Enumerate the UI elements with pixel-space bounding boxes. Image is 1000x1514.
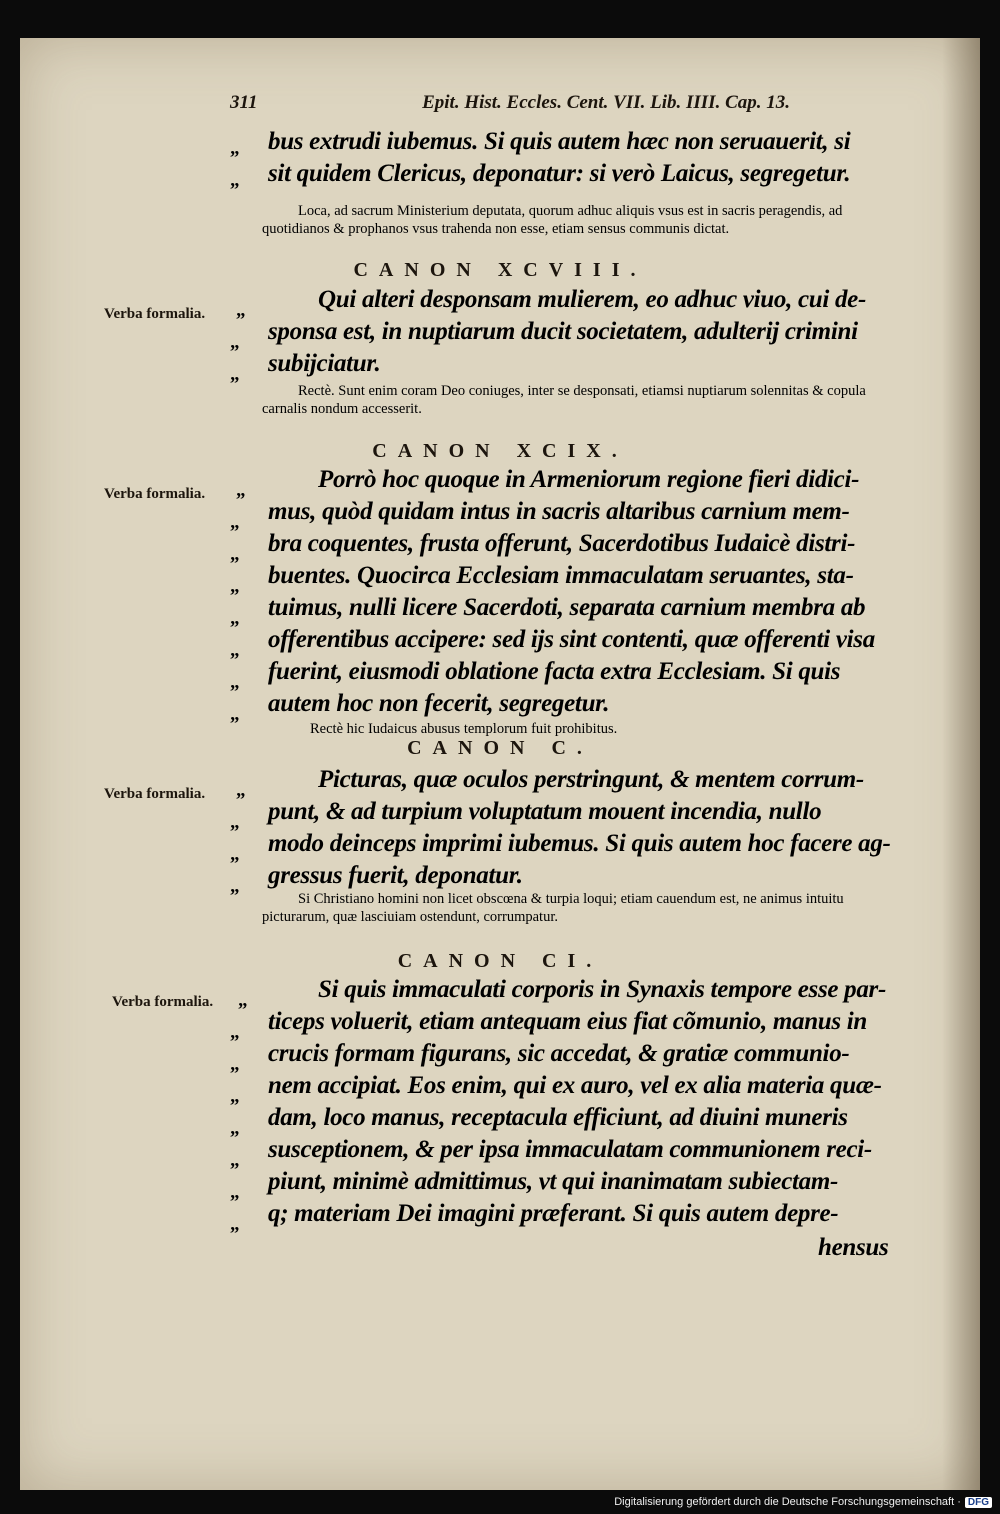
text-line: crucis formam figurans, sic accedat, & gratiæ communio- bbox=[268, 1040, 850, 1067]
quote-mark: „ bbox=[230, 364, 240, 385]
text-line: sponsa est, in nuptiarum ducit societatem, adulterij crimini bbox=[268, 318, 858, 345]
canon-heading: CANON XCIX. bbox=[372, 440, 628, 462]
text-line: piunt, minimè admittimus, vt qui inanimatam subiectam- bbox=[268, 1168, 839, 1195]
commentary-note: Loca, ad sacrum Ministerium deputata, quorum adhuc aliquis vsus est in sacris peragendis, ad quotidianos & prophanos vsus trahenda non esse, etiam sensus communis dictat. bbox=[262, 203, 843, 237]
text-line: bra coquentes, frusta offerunt, Sacerdotibus Iudaicè distri- bbox=[268, 530, 856, 557]
text-line: fuerint, eiusmodi oblatione facta extra Ecclesiam. Si quis bbox=[268, 658, 841, 685]
text-line: subijciatur. bbox=[268, 350, 381, 377]
quote-mark: „ bbox=[230, 1086, 240, 1107]
text-line: sit quidem Clericus, deponatur: si verò Laicus, segregetur. bbox=[268, 160, 851, 187]
quote-mark: „ bbox=[230, 512, 240, 533]
book-page bbox=[20, 38, 980, 1490]
canon-heading: CANON XCVIII. bbox=[353, 259, 647, 281]
quote-mark: „ bbox=[230, 576, 240, 597]
quote-mark: „ bbox=[230, 876, 240, 897]
quote-mark: „ bbox=[230, 1150, 240, 1171]
page-number: 311 bbox=[230, 92, 258, 113]
canon-heading: CANON C. bbox=[407, 737, 593, 759]
quote-mark: „ bbox=[230, 1054, 240, 1075]
quote-mark: „ bbox=[236, 300, 246, 321]
text-line: gressus fuerit, deponatur. bbox=[268, 862, 523, 889]
text-line: Porrò hoc quoque in Armeniorum regione fieri didici- bbox=[318, 466, 860, 493]
dfg-logo: DFG bbox=[965, 1497, 992, 1508]
quote-mark: „ bbox=[230, 332, 240, 353]
quote-mark: „ bbox=[236, 780, 246, 801]
quote-mark: „ bbox=[230, 170, 240, 191]
text-line: modo deinceps imprimi iubemus. Si quis autem hoc facere ag- bbox=[268, 830, 891, 857]
quote-mark: „ bbox=[230, 1118, 240, 1139]
commentary-note: Rectè. Sunt enim coram Deo coniuges, inter se desponsati, etiamsi nuptiarum solennitas & copula carnalis nondum accesserit. bbox=[262, 383, 866, 417]
quote-mark: „ bbox=[238, 990, 248, 1011]
text-line: bus extrudi iubemus. Si quis autem hæc non seruauerit, si bbox=[268, 128, 851, 155]
quote-mark: „ bbox=[230, 812, 240, 833]
margin-note: Verba formalia. bbox=[112, 994, 214, 1010]
quote-mark: „ bbox=[230, 640, 240, 661]
quote-mark: „ bbox=[230, 1182, 240, 1203]
canon-heading: CANON CI. bbox=[397, 950, 603, 972]
text-line: Qui alteri desponsam mulierem, eo adhuc viuo, cui de- bbox=[318, 286, 866, 313]
text-line: q; materiam Dei imagini præferant. Si quis autem depre- bbox=[268, 1200, 839, 1227]
running-title: Epit. Hist. Eccles. Cent. VII. Lib. IIII. Cap. 13. bbox=[422, 92, 790, 113]
text-line: tuimus, nulli licere Sacerdoti, separata carnium membra ab bbox=[268, 594, 866, 621]
margin-note: Verba formalia. bbox=[104, 486, 206, 502]
margin-note: Verba formalia. bbox=[104, 786, 206, 802]
text-line: nem accipiat. Eos enim, qui ex auro, vel ex alia materia quæ- bbox=[268, 1072, 882, 1099]
text-line: Si quis immaculati corporis in Synaxis tempore esse par- bbox=[318, 976, 886, 1003]
quote-mark: „ bbox=[230, 844, 240, 865]
text-line: dam, loco manus, receptacula efficiunt, ad diuini muneris bbox=[268, 1104, 848, 1131]
catchword: hensus bbox=[818, 1234, 889, 1261]
margin-note: Verba formalia. bbox=[104, 306, 206, 322]
text-line: autem hoc non fecerit, segregetur. bbox=[268, 690, 610, 717]
running-header bbox=[230, 92, 790, 114]
quote-mark: „ bbox=[236, 480, 246, 501]
quote-mark: „ bbox=[230, 544, 240, 565]
text-line: mus, quòd quidam intus in sacris altaribus carnium mem- bbox=[268, 498, 850, 525]
text-line: susceptionem, & per ipsa immaculatam communionem reci- bbox=[268, 1136, 872, 1163]
quote-mark: „ bbox=[230, 608, 240, 629]
text-line: Picturas, quæ oculos perstringunt, & mentem corrum- bbox=[318, 766, 864, 793]
footer-text: Digitalisierung gefördert durch die Deutsche Forschungsgemeinschaft · bbox=[614, 1496, 961, 1508]
funding-footer bbox=[614, 1496, 992, 1508]
quote-mark: „ bbox=[230, 138, 240, 159]
quote-mark: „ bbox=[230, 672, 240, 693]
commentary-note: Si Christiano homini non licet obscœna & turpia loqui; etiam cauendum est, ne animus intuitu picturarum, quæ lasciuiam ostendunt, corrumpatur. bbox=[262, 891, 844, 925]
quote-mark: „ bbox=[230, 1022, 240, 1043]
text-line: ticeps voluerit, etiam antequam eius fiat cõmunio, manus in bbox=[268, 1008, 868, 1035]
quote-mark: „ bbox=[230, 1214, 240, 1235]
text-line: offerentibus accipere: sed ijs sint contenti, quæ offerenti visa bbox=[268, 626, 875, 653]
quote-mark: „ bbox=[230, 704, 240, 725]
text-line: buentes. Quocirca Ecclesiam immaculatam seruantes, sta- bbox=[268, 562, 854, 589]
commentary-note: Rectè hic Iudaicus abusus templorum fuit prohibitus. bbox=[310, 721, 618, 737]
text-line: punt, & ad turpium voluptatum mouent incendia, nullo bbox=[268, 798, 822, 825]
